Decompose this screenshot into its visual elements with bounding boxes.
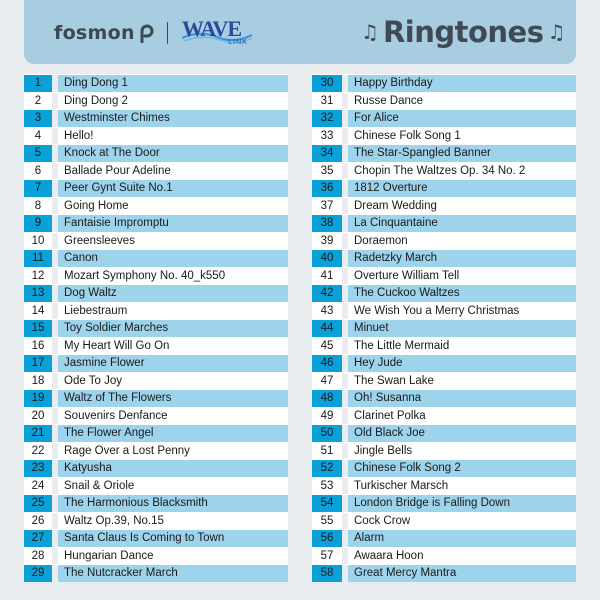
ringtone-name: The Swan Lake: [348, 373, 576, 390]
ringtone-number: 19: [24, 390, 52, 407]
ringtone-row: [312, 529, 576, 547]
ringtone-row: [312, 144, 576, 162]
ringtone-number: 53: [312, 478, 342, 495]
ringtone-number: 49: [312, 408, 342, 425]
ringtone-row: [312, 249, 576, 267]
ringtone-number: 56: [312, 530, 342, 547]
brand-divider: [167, 22, 168, 44]
ringtone-name: Waltz Op.39, No.15: [58, 513, 288, 530]
ringtone-number: 18: [24, 373, 52, 390]
ringtone-row: [24, 319, 288, 337]
ringtone-number: 30: [312, 75, 342, 92]
ringtone-name: Hey Jude: [348, 355, 576, 372]
ringtone-number: 42: [312, 285, 342, 302]
ringtone-number: 41: [312, 268, 342, 285]
ringtone-name: Jasmine Flower: [58, 355, 288, 372]
ringtone-number: 55: [312, 513, 342, 530]
ringtone-row: [24, 232, 288, 250]
ringtone-name: The Star-Spangled Banner: [348, 145, 576, 162]
ringtone-row: [312, 494, 576, 512]
ringtone-row: [312, 442, 576, 460]
ringtone-row: [24, 144, 288, 162]
ringtone-name: We Wish You a Merry Christmas: [348, 303, 576, 320]
ringtone-name: Liebestraum: [58, 303, 288, 320]
ringtone-row: [312, 477, 576, 495]
ringtone-row: [24, 459, 288, 477]
header-banner: [24, 0, 576, 64]
ringtone-name: 1812 Overture: [348, 180, 576, 197]
ringtone-name: Great Mercy Mantra: [348, 565, 576, 582]
ringtone-name: For Alice: [348, 110, 576, 127]
ringtone-number: 10: [24, 233, 52, 250]
ringtone-number: 6: [24, 163, 52, 180]
brand-logos: [54, 18, 252, 48]
ringtone-number: 52: [312, 460, 342, 477]
ringtone-number: 37: [312, 198, 342, 215]
ringtone-number: 35: [312, 163, 342, 180]
ringtone-number: 34: [312, 145, 342, 162]
ringtone-name: Katyusha: [58, 460, 288, 477]
ringtone-row: [24, 407, 288, 425]
ringtone-number: 17: [24, 355, 52, 372]
ringtone-number: 12: [24, 268, 52, 285]
ringtone-name: Happy Birthday: [348, 75, 576, 92]
ringtone-name: Chinese Folk Song 2: [348, 460, 576, 477]
title-area: [361, 14, 565, 50]
ringtone-number: 24: [24, 478, 52, 495]
ringtone-name: Chinese Folk Song 1: [348, 128, 576, 145]
ringtone-name: Snail & Oriole: [58, 478, 288, 495]
ringtone-number: 45: [312, 338, 342, 355]
ringtone-number: 14: [24, 303, 52, 320]
ringtone-name: London Bridge is Falling Down: [348, 495, 576, 512]
ringtone-row: [312, 354, 576, 372]
ringtone-number: 58: [312, 565, 342, 582]
ringtone-row: [24, 127, 288, 145]
ringtone-row: [24, 477, 288, 495]
ringtone-number: 43: [312, 303, 342, 320]
ringtone-name: Toy Soldier Marches: [58, 320, 288, 337]
ringtone-number: 50: [312, 425, 342, 442]
ringtone-row: [312, 197, 576, 215]
ringtone-name: Russe Dance: [348, 93, 576, 110]
ringtone-row: [24, 547, 288, 565]
ringtone-number: 13: [24, 285, 52, 302]
ringtone-row: [312, 319, 576, 337]
ringtone-row: [312, 214, 576, 232]
ringtone-row: [312, 547, 576, 565]
ringtone-number: 8: [24, 198, 52, 215]
ringtone-row: [312, 424, 576, 442]
ringtone-row: [24, 162, 288, 180]
ringtone-number: 26: [24, 513, 52, 530]
ringtone-row: [312, 284, 576, 302]
ringtone-row: [24, 354, 288, 372]
music-note-icon: ♫: [547, 20, 566, 44]
ringtone-name: Turkischer Marsch: [348, 478, 576, 495]
ringtone-number: 5: [24, 145, 52, 162]
ringtone-number: 27: [24, 530, 52, 547]
ringtone-number: 31: [312, 93, 342, 110]
ringtone-number: 11: [24, 250, 52, 267]
ringtone-name: Jingle Bells: [348, 443, 576, 460]
ringtone-name: Oh! Susanna: [348, 390, 576, 407]
ringtone-number: 40: [312, 250, 342, 267]
ringtone-number: 44: [312, 320, 342, 337]
ringtone-row: [312, 179, 576, 197]
ringtone-name: La Cinquantaine: [348, 215, 576, 232]
ringtone-row: [312, 372, 576, 390]
ringtone-name: Dog Waltz: [58, 285, 288, 302]
ringtone-number: 32: [312, 110, 342, 127]
ringtone-number: 51: [312, 443, 342, 460]
ringtone-name: Dream Wedding: [348, 198, 576, 215]
ringtone-row: [24, 214, 288, 232]
ringtone-row: [24, 74, 288, 92]
ringtone-row: [24, 179, 288, 197]
ringtone-row: [24, 424, 288, 442]
ringtone-name: Hungarian Dance: [58, 548, 288, 565]
ringtone-name: Canon: [58, 250, 288, 267]
ringtone-name: Awaara Hoon: [348, 548, 576, 565]
ringtone-name: Waltz of The Flowers: [58, 390, 288, 407]
ringtone-number: 1: [24, 75, 52, 92]
ringtone-row: [24, 512, 288, 530]
ringtone-name: Greensleeves: [58, 233, 288, 250]
ringtone-row: [312, 232, 576, 250]
ringtone-number: 2: [24, 93, 52, 110]
wave-logo-text: WAVE: [181, 16, 241, 41]
ringtone-number: 21: [24, 425, 52, 442]
ringtone-name: Rage Over a Lost Penny: [58, 443, 288, 460]
ringtone-row: [24, 442, 288, 460]
ringtone-name: Minuet: [348, 320, 576, 337]
ringtone-number: 25: [24, 495, 52, 512]
ringtone-name: Clarinet Polka: [348, 408, 576, 425]
ringtone-number: 47: [312, 373, 342, 390]
ringtone-row: [312, 74, 576, 92]
ringtone-row: [312, 92, 576, 110]
ringtone-name: Old Black Joe: [348, 425, 576, 442]
ringtone-row: [24, 197, 288, 215]
ringtone-row: [312, 127, 576, 145]
ringtone-number: 3: [24, 110, 52, 127]
ringtone-row: [24, 389, 288, 407]
music-note-icon: ♫: [361, 20, 379, 44]
ringtone-row: [24, 302, 288, 320]
ringtone-name: Souvenirs Denfance: [58, 408, 288, 425]
ringtone-name: Radetzky March: [348, 250, 576, 267]
ringtone-row: [24, 109, 288, 127]
ringtone-number: 39: [312, 233, 342, 250]
ringtone-list-left: [24, 74, 288, 582]
ringtone-row: [24, 284, 288, 302]
ringtone-name: Alarm: [348, 530, 576, 547]
ringtone-number: 16: [24, 338, 52, 355]
ringtone-name: The Harmonious Blacksmith: [58, 495, 288, 512]
ringtone-row: [312, 162, 576, 180]
ringtone-name: Westminster Chimes: [58, 110, 288, 127]
ringtone-row: [312, 459, 576, 477]
ringtone-row: [24, 372, 288, 390]
ringtone-number: 4: [24, 128, 52, 145]
ringtone-name: Overture William Tell: [348, 268, 576, 285]
ringtone-row: [312, 512, 576, 530]
ringtone-number: 33: [312, 128, 342, 145]
ringtone-name: Ding Dong 2: [58, 93, 288, 110]
ringtone-number: 54: [312, 495, 342, 512]
ringtone-name: The Flower Angel: [58, 425, 288, 442]
page-title: Ringtones: [382, 15, 544, 49]
ringtone-row: [312, 389, 576, 407]
ringtone-name: Ballade Pour Adeline: [58, 163, 288, 180]
ringtone-number: 15: [24, 320, 52, 337]
ringtone-name: Ode To Joy: [58, 373, 288, 390]
ringtone-name: Chopin The Waltzes Op. 34 No. 2: [348, 163, 576, 180]
ringtone-number: 48: [312, 390, 342, 407]
ringtone-number: 23: [24, 460, 52, 477]
ringtone-name: Doraemon: [348, 233, 576, 250]
ringtone-number: 46: [312, 355, 342, 372]
ringtone-row: [24, 337, 288, 355]
ringtone-number: 22: [24, 443, 52, 460]
ringtone-row: [312, 564, 576, 582]
ringtone-name: Mozart Symphony No. 40_k550: [58, 268, 288, 285]
ringtone-row: [312, 302, 576, 320]
fosmon-logo: fosmon: [54, 22, 135, 44]
ringtone-name: The Cuckoo Waltzes: [348, 285, 576, 302]
ringtone-list-right: [312, 74, 576, 582]
ringtone-number: 36: [312, 180, 342, 197]
ringtone-name: Knock at The Door: [58, 145, 288, 162]
ringtone-number: 38: [312, 215, 342, 232]
ringtone-row: [312, 267, 576, 285]
ringtone-name: Peer Gynt Suite No.1: [58, 180, 288, 197]
ringtone-number: 9: [24, 215, 52, 232]
ringtone-row: [24, 564, 288, 582]
wavelink-logo: [182, 16, 252, 50]
ringtone-number: 57: [312, 548, 342, 565]
ringtone-name: Cock Crow: [348, 513, 576, 530]
ringtone-row: [24, 249, 288, 267]
ringtone-number: 7: [24, 180, 52, 197]
ringtone-name: The Nutcracker March: [58, 565, 288, 582]
ringtone-name: Going Home: [58, 198, 288, 215]
ringtone-row: [24, 529, 288, 547]
ringtone-name: Ding Dong 1: [58, 75, 288, 92]
ringtone-row: [24, 92, 288, 110]
ringtone-number: 29: [24, 565, 52, 582]
ringtone-name: Hello!: [58, 128, 288, 145]
ringtone-row: [24, 494, 288, 512]
ringtone-row: [24, 267, 288, 285]
ringtone-name: Fantaisie Impromptu: [58, 215, 288, 232]
fosmon-logo-mark-icon: [139, 23, 155, 43]
ringtone-name: The Little Mermaid: [348, 338, 576, 355]
ringtone-name: Santa Claus Is Coming to Town: [58, 530, 288, 547]
ringtone-row: [312, 337, 576, 355]
ringtone-name: My Heart Will Go On: [58, 338, 288, 355]
ringtone-row: [312, 407, 576, 425]
ringtone-number: 20: [24, 408, 52, 425]
link-logo-text: LINK: [228, 39, 248, 46]
ringtone-row: [312, 109, 576, 127]
ringtone-number: 28: [24, 548, 52, 565]
